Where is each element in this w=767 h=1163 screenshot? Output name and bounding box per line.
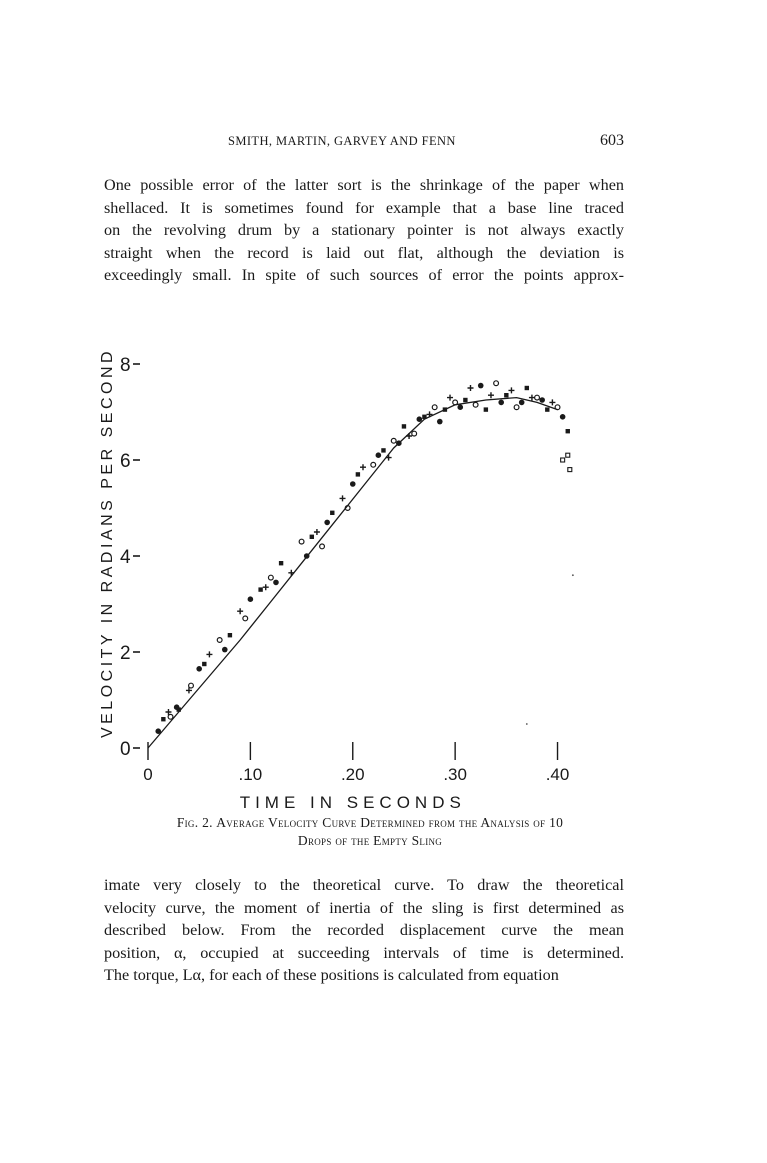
observed-point: [432, 405, 437, 410]
observed-point: [324, 520, 330, 526]
observed-point: [330, 511, 334, 515]
y-tick-label: 2: [120, 643, 131, 664]
theoretical-curve-line: [148, 398, 558, 748]
caption-prefix: Fig. 2.: [176, 815, 213, 830]
observed-point: [228, 633, 232, 637]
paragraph-line: exceedingly small. In spite of such sources of error the points approx-: [104, 266, 624, 284]
running-title: SMITH, MARTIN, GARVEY AND FENN: [228, 134, 456, 148]
observed-point: [288, 570, 294, 576]
observed-point: [402, 424, 406, 428]
observed-point: [473, 402, 478, 407]
observed-point: [381, 448, 385, 452]
observed-point: [484, 407, 488, 411]
x-tick-label: .20: [340, 765, 365, 784]
observed-point: [268, 575, 273, 580]
observed-point: [196, 666, 202, 672]
observed-point: [222, 647, 228, 653]
observed-point: [376, 452, 382, 458]
x-tick-label: 0: [143, 765, 153, 784]
observed-point: [525, 386, 529, 390]
observed-point: [237, 608, 243, 614]
velocity-chart: [90, 290, 650, 810]
y-tick-label: 8: [120, 355, 131, 376]
observed-point: [304, 553, 310, 559]
y-tick-label: 0: [120, 739, 131, 760]
observed-point: [457, 404, 463, 410]
observed-point: [463, 398, 467, 402]
observed-point: [248, 596, 254, 602]
observed-point: [545, 407, 549, 411]
observed-point: [279, 561, 283, 565]
observed-point: [371, 462, 376, 467]
observed-point: [443, 407, 447, 411]
observed-point: [168, 714, 173, 719]
paragraph-line: imate very closely to the theoretical curve. To draw the theoretical: [104, 876, 624, 894]
paragraph-line: position, α, occupied at succeeding intervals of time is determined.: [104, 943, 624, 962]
observed-point: [206, 651, 212, 657]
velocity-figure: [90, 290, 650, 810]
paragraph-bottom: [104, 874, 624, 987]
observed-point: [519, 400, 525, 406]
theoretical-curve-group: [148, 398, 558, 748]
observed-point: [386, 455, 392, 461]
observed-point: [560, 414, 566, 420]
observed-point: [189, 683, 194, 688]
observed-point: [529, 395, 535, 401]
observed-point: [406, 433, 412, 439]
observed-point: [356, 472, 360, 476]
axis-labels-group: [99, 348, 569, 810]
observed-point: [422, 415, 426, 419]
figure-caption: [90, 814, 650, 850]
paragraph-line: straight when the record is laid out flat, although the deviation is: [104, 243, 624, 262]
outlier-point: [561, 458, 565, 462]
observed-point: [350, 481, 356, 487]
observed-point: [447, 395, 453, 401]
observed-point: [539, 397, 545, 403]
y-axis-label: VELOCITY IN RADIANS PER SECOND: [99, 347, 116, 739]
running-header: [104, 132, 624, 156]
page-number: 603: [600, 132, 624, 149]
observed-point: [360, 464, 366, 470]
paragraph-line: on the revolving drum by a stationary pointer is not always exactly: [104, 221, 624, 239]
paragraph-line: velocity curve, the moment of inertia of the sling is first determined as: [104, 898, 624, 917]
paragraph-line: One possible error of the latter sort is the shrinkage of the paper when: [104, 176, 624, 194]
observed-point: [340, 495, 346, 501]
outlier-point: [568, 468, 572, 472]
observed-point: [468, 385, 474, 391]
observed-point: [566, 429, 570, 433]
x-axis-label: TIME IN SECONDS: [239, 793, 466, 810]
paragraph-line: shellaced. It is sometimes found for example that a base line traced: [104, 198, 624, 217]
observed-point: [494, 381, 499, 386]
observed-point: [417, 416, 423, 422]
observed-point: [514, 405, 519, 410]
observed-point: [177, 707, 181, 711]
observed-point: [535, 395, 540, 400]
stray-mark: [572, 574, 574, 576]
observed-points-group: [155, 381, 573, 734]
observed-point: [314, 529, 320, 535]
paragraph-top: [104, 174, 624, 287]
y-tick-label: 4: [120, 547, 131, 568]
paragraph-line: The torque, Lα, for each of these positions is calculated from equation: [104, 966, 559, 984]
observed-point: [243, 616, 248, 621]
observed-point: [549, 399, 555, 405]
observed-point: [504, 393, 508, 397]
observed-point: [299, 539, 304, 544]
y-tick-label: 6: [120, 451, 131, 472]
observed-point: [396, 440, 402, 446]
observed-point: [320, 544, 325, 549]
observed-point: [273, 580, 279, 586]
chart-axes: [133, 364, 558, 760]
stray-mark: [526, 723, 528, 725]
observed-point: [508, 387, 514, 393]
observed-point: [453, 400, 458, 405]
observed-point: [161, 717, 165, 721]
caption-line2: Drops of the Empty Sling: [297, 833, 443, 848]
caption-line1: Average Velocity Curve Determined from the Analysis of 10: [216, 815, 564, 830]
observed-point: [391, 438, 396, 443]
x-tick-label: .40: [545, 765, 570, 784]
x-tick-label: .10: [238, 765, 263, 784]
observed-point: [155, 728, 161, 734]
x-tick-label: .30: [443, 765, 467, 784]
observed-point: [437, 419, 443, 425]
observed-point: [310, 535, 314, 539]
observed-point: [555, 405, 560, 410]
observed-point: [478, 383, 484, 389]
paragraph-line: described below. From the recorded displacement curve the mean: [104, 921, 624, 939]
outlier-point: [566, 453, 570, 457]
observed-point: [263, 584, 269, 590]
observed-point: [498, 400, 504, 406]
observed-point: [217, 638, 222, 643]
observed-point: [258, 587, 262, 591]
observed-point: [412, 431, 417, 436]
observed-point: [202, 662, 206, 666]
observed-point: [488, 392, 494, 398]
